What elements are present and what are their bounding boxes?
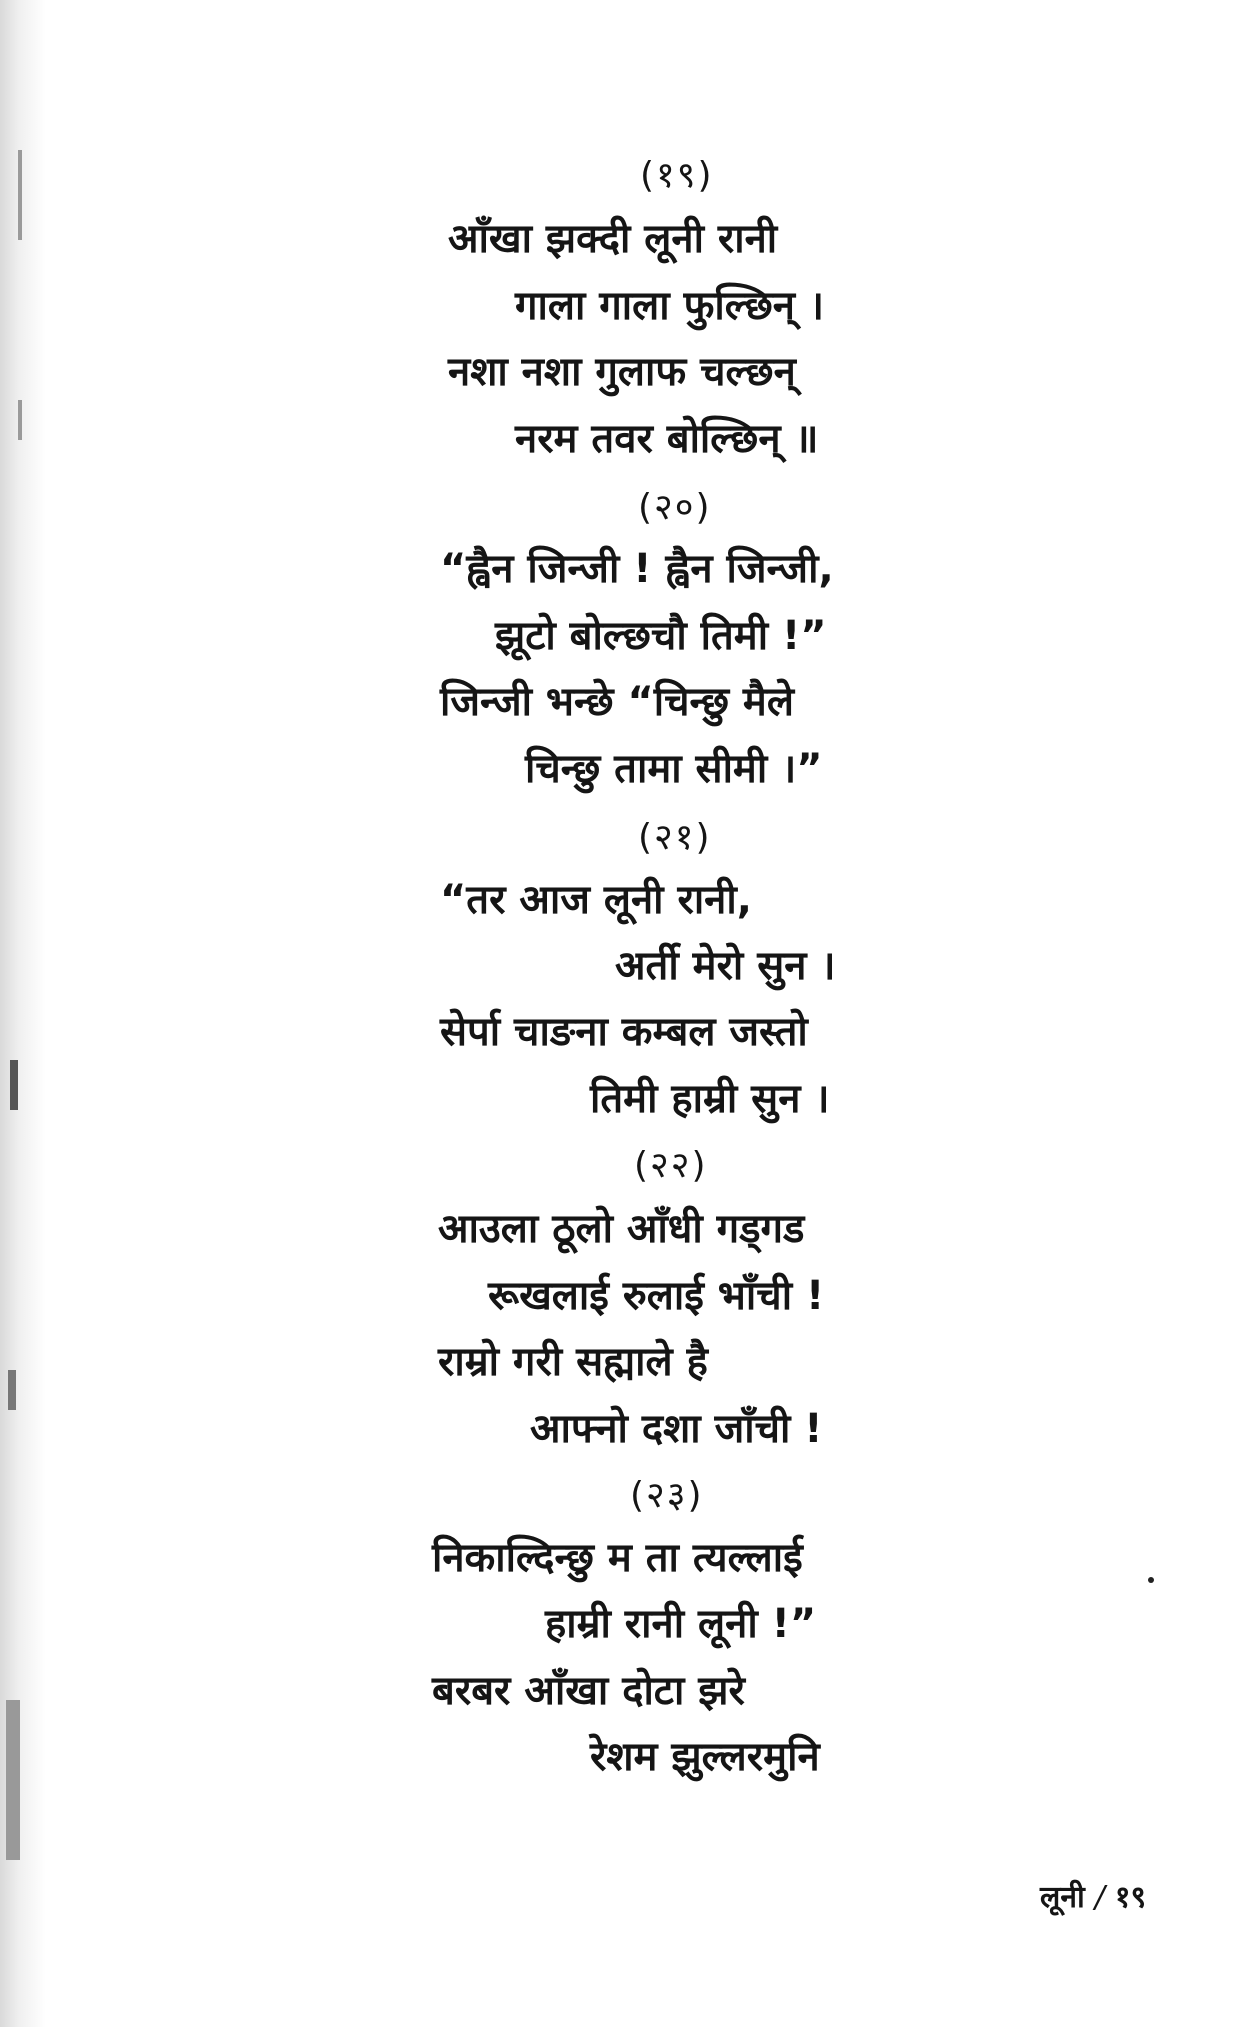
- page-number: १९: [1114, 1880, 1147, 1915]
- poem-line: रेशम झुल्लरमुनि: [590, 1734, 820, 1780]
- stanza-number: (२१): [638, 817, 712, 858]
- poem-line: नरम तवर बोल्छिन् ॥: [515, 416, 819, 462]
- poem-line: अर्ती मेरो सुन ।: [615, 943, 836, 989]
- poem-line: झूटो बोल्छचौ तिमी !”: [495, 613, 827, 659]
- poem-line: गाला गाला फुल्छिन् ।: [515, 283, 825, 329]
- poem-line: “तर आज लूनी रानी,: [440, 877, 752, 923]
- poem-line: तिमी हाम्री सुन ।: [590, 1076, 830, 1122]
- poem-line: जिन्जी भन्छे “चिन्छु मैले: [440, 679, 794, 725]
- poem-line: बरबर आँखा दोटा झरे: [432, 1668, 745, 1714]
- poem-line: हाम्री रानी लूनी !”: [545, 1601, 817, 1647]
- poem-line: आफ्नो दशा जाँची !: [530, 1406, 823, 1452]
- poem-line: राम्रो गरी सह्माले है: [438, 1339, 708, 1385]
- footer-separator: /: [1094, 1880, 1105, 1915]
- poem-line: आउला ठूलो आँधी गड्गड: [438, 1206, 805, 1252]
- poem-line: नशा नशा गुलाफ चल्छन्: [448, 349, 796, 395]
- stanza-number: (२०): [638, 487, 712, 528]
- poem-line: सेर्पा चाङना कम्बल जस्तो: [440, 1009, 808, 1055]
- poem-line: चिन्छु तामा सीमी ।”: [525, 746, 823, 792]
- stanza-number: (२२): [634, 1145, 708, 1186]
- poem-line: “ह्वैन जिन्जी ! ह्वैन जिन्जी,: [440, 546, 834, 592]
- stanza-number: (२३): [630, 1475, 704, 1516]
- page-footer: [1040, 1880, 1146, 1916]
- footer-book-title: लूनी: [1040, 1880, 1085, 1915]
- poem-line: निकाल्दिन्छु म ता त्यल्लाई: [432, 1535, 803, 1581]
- stanza-number: (१९): [640, 155, 714, 196]
- poem-line: रूखलाई रुलाई भाँची !: [488, 1273, 825, 1319]
- poem-line: आँखा झक्दी लूनी रानी: [448, 216, 778, 262]
